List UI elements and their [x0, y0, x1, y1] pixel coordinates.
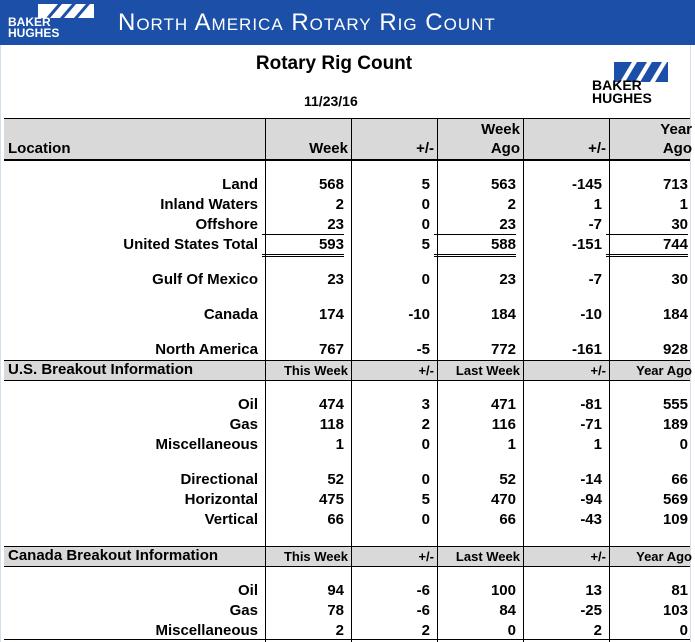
canada-col-plus-minus: +/- [418, 549, 434, 564]
col-location: Location [8, 140, 71, 157]
cell-pm1: 0 [421, 471, 430, 488]
report-date: 11/23/16 [304, 93, 358, 109]
logo-word-hughes: HUGHES [8, 26, 60, 40]
cell-pm2: 1 [593, 196, 602, 213]
cell-pm1: -5 [416, 341, 430, 358]
report-logo [592, 62, 672, 104]
cell-year-ago: 744 [606, 236, 688, 257]
table-header [4, 118, 690, 161]
us-col-plus-minus: +/- [418, 363, 434, 378]
us-col-year-ago: Year Ago [636, 363, 692, 378]
cell-year-ago: 189 [662, 416, 688, 433]
cell-year-ago: 928 [662, 341, 688, 358]
cell-pm1: -10 [408, 306, 430, 323]
cell-year-ago: 81 [671, 582, 688, 599]
cell-pm2: -25 [580, 602, 602, 619]
us-col-last-week: Last Week [455, 363, 520, 378]
row-label: Directional [180, 471, 258, 488]
cell-week-ago: 2 [507, 196, 516, 213]
cell-pm1: 5 [421, 491, 430, 508]
cell-pm1: -6 [416, 602, 430, 619]
row-label: Canada [203, 306, 258, 323]
us-breakout-title: U.S. Breakout Information [8, 361, 194, 378]
cell-week-ago: 84 [499, 602, 516, 619]
cell-week-ago: 100 [490, 582, 516, 599]
col-year-ago-line1: Year [660, 121, 692, 138]
cell-pm1: 2 [421, 622, 430, 639]
cell-week-ago: 23 [499, 271, 516, 288]
canada-col-last-week: Last Week [455, 549, 520, 564]
cell-pm1: 5 [421, 236, 430, 253]
cell-week: 78 [327, 602, 344, 619]
cell-pm1: 5 [421, 176, 430, 193]
cell-pm2: 2 [593, 622, 602, 639]
cell-year-ago: 0 [679, 436, 688, 453]
col-week: Week [309, 140, 348, 157]
cell-week: 23 [327, 271, 344, 288]
cell-week-ago: 0 [507, 622, 516, 639]
row-label: Oil [237, 582, 258, 599]
cell-pm2: -145 [571, 176, 602, 193]
us-breakout-header [4, 360, 690, 381]
cell-pm2: -81 [580, 396, 602, 413]
cell-week: 568 [318, 176, 344, 193]
cell-pm2: -43 [580, 511, 602, 528]
cell-year-ago: 30 [671, 271, 688, 288]
cell-year-ago: 0 [679, 622, 688, 639]
row-label: Vertical [204, 511, 258, 528]
cell-pm1: 0 [421, 271, 430, 288]
cell-year-ago: 1 [679, 196, 688, 213]
cell-week: 2 [335, 196, 344, 213]
row-label: Land [222, 176, 258, 193]
cell-pm1: -6 [416, 582, 430, 599]
us-col-plus-minus-2: +/- [590, 363, 606, 378]
row-label: Gas [229, 416, 258, 433]
cell-pm2: -14 [580, 471, 602, 488]
canada-breakout-title: Canada Breakout Information [8, 547, 219, 564]
cell-pm1: 3 [421, 396, 430, 413]
cell-week: 94 [327, 582, 344, 599]
cell-year-ago: 103 [662, 602, 688, 619]
row-label: Offshore [195, 216, 258, 233]
cell-pm2: -161 [571, 341, 602, 358]
cell-pm2: -7 [588, 216, 602, 233]
cell-week-ago: 52 [499, 471, 516, 488]
cell-week-ago: 1 [507, 436, 516, 453]
cell-pm2: -7 [588, 271, 602, 288]
cell-pm1: 2 [421, 416, 430, 433]
cell-pm1: 0 [421, 216, 430, 233]
row-label: Gas [229, 602, 258, 619]
banner-logo-text [8, 17, 59, 39]
col-week-ago-line1: Week [481, 121, 520, 138]
canada-breakout-header [4, 546, 690, 567]
cell-pm1: 0 [421, 436, 430, 453]
cell-week-ago: 470 [490, 491, 516, 508]
col-year-ago-line2: Ago [662, 140, 692, 157]
cell-pm2: -94 [580, 491, 602, 508]
row-label: Miscellaneous [155, 436, 258, 453]
cell-week-ago: 563 [490, 176, 516, 193]
cell-pm2: 13 [585, 582, 602, 599]
cell-week-ago: 184 [490, 306, 516, 323]
us-col-this-week: This Week [283, 363, 348, 378]
cell-year-ago: 569 [662, 491, 688, 508]
canada-col-plus-minus-2: +/- [590, 549, 606, 564]
logo-word-hughes: HUGHES [592, 90, 652, 106]
logo-word-baker: BAKER [592, 77, 642, 93]
cell-week: 593 [262, 236, 344, 257]
cell-week: 23 [262, 216, 344, 235]
cell-pm2: -10 [580, 306, 602, 323]
row-label: Horizontal [184, 491, 258, 508]
banner-logo [8, 4, 98, 42]
cell-year-ago: 713 [662, 176, 688, 193]
row-label: North America [155, 341, 258, 358]
row-label: Miscellaneous [155, 622, 258, 639]
report-logo-text [592, 79, 652, 105]
cell-week-ago: 66 [499, 511, 516, 528]
cell-week-ago: 471 [490, 396, 516, 413]
row-label: Inland Waters [160, 196, 258, 213]
cell-week: 66 [327, 511, 344, 528]
cell-week-ago: 23 [434, 216, 516, 235]
cell-year-ago: 184 [662, 306, 688, 323]
cell-year-ago: 30 [606, 216, 688, 235]
row-label: United States Total [123, 236, 258, 253]
cell-year-ago: 109 [662, 511, 688, 528]
cell-pm1: 0 [421, 196, 430, 213]
cell-week: 767 [318, 341, 344, 358]
row-label: Gulf Of Mexico [152, 271, 258, 288]
cell-week: 52 [327, 471, 344, 488]
col-week-ago-line2: Ago [490, 140, 520, 157]
cell-week: 1 [335, 436, 344, 453]
cell-week: 474 [318, 396, 344, 413]
cell-week-ago: 588 [434, 236, 516, 257]
report-title: Rotary Rig Count [255, 53, 413, 74]
cell-week-ago: 116 [491, 416, 516, 433]
cell-pm2: -151 [571, 236, 602, 253]
cell-week: 174 [318, 306, 344, 323]
row-label: Oil [237, 396, 258, 413]
cell-week: 475 [318, 491, 344, 508]
canada-col-year-ago: Year Ago [636, 549, 692, 564]
cell-pm1: 0 [421, 511, 430, 528]
cell-pm2: 1 [593, 436, 602, 453]
banner-title: North America Rotary Rig Count [118, 9, 496, 36]
cell-week: 2 [335, 622, 344, 639]
cell-pm2: -71 [580, 416, 602, 433]
cell-year-ago: 555 [662, 396, 688, 413]
cell-week-ago: 772 [490, 341, 516, 358]
logo-word-baker: BAKER [8, 15, 51, 29]
canada-col-this-week: This Week [283, 549, 348, 564]
banner [0, 0, 695, 45]
col-plus-minus: +/- [416, 140, 434, 157]
col-plus-minus-2: +/- [588, 140, 606, 157]
cell-year-ago: 66 [671, 471, 688, 488]
cell-week: 118 [319, 416, 344, 433]
